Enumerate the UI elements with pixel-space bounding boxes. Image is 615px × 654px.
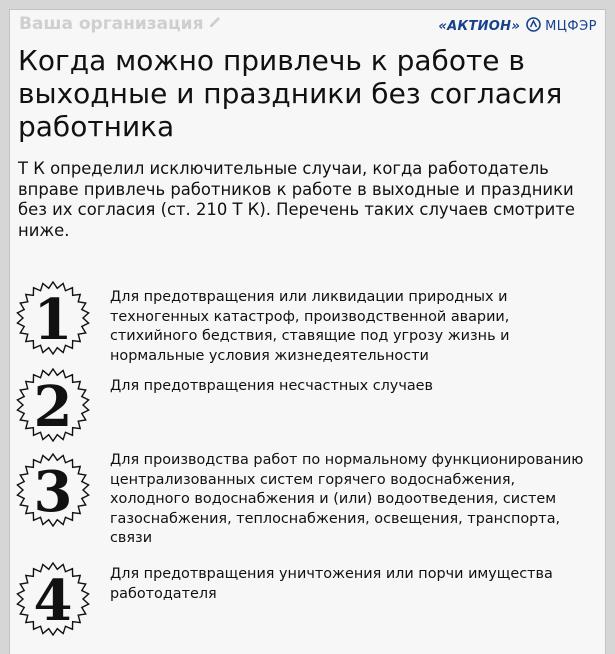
case-text: Для предотвращения или ликвидации природных и техногенных катастроф, производственной аварии, стихийного бедствия, ставящие под угрозу жизнь и нормальные условия жизнедеятельности: [110, 289, 510, 364]
case-text: Для предотвращения несчастных случаев: [110, 378, 433, 394]
case-number: 3: [33, 459, 73, 525]
case-number: 2: [33, 374, 73, 440]
badge-3-icon: [15, 452, 91, 528]
badge-4-icon: [15, 561, 91, 637]
case-text: Для предотвращения уничтожения или порчи имущества работодателя: [110, 566, 553, 602]
badge-1-icon: [15, 280, 91, 356]
pencil-icon[interactable]: [208, 14, 222, 34]
case-number: 4: [33, 568, 73, 634]
emblem-icon: [526, 17, 541, 36]
organization-field[interactable]: [19, 14, 222, 34]
document-card: [9, 9, 606, 654]
case-text: Для производства работ по нормальному функционированию централизованных систем горячего водоснабжения, холодного водоснабжения и (или) водоотведения, систем газоснабжения, теплоснабжения, освещения, транспорта, связи: [110, 452, 584, 546]
header-bar: [10, 10, 605, 40]
badge-2-icon: [15, 367, 91, 443]
brand-mcfer: МЦФЭР: [545, 19, 597, 34]
organization-name: Ваша организация: [19, 14, 204, 34]
lead-paragraph: Т К определил исключительные случаи, когда работодатель вправе привлечь работников к работе в выходные и праздники без их согласия (ст. 210 Т К). Перечень таких случаев смотрите ниже.: [18, 159, 575, 240]
brand-logo: [438, 17, 597, 36]
brand-aktion: «АКТИОН»: [438, 19, 521, 34]
page-title: Когда можно привлечь к работе в выходные и праздники без согласия работника: [18, 44, 563, 143]
case-number: 1: [33, 287, 73, 353]
